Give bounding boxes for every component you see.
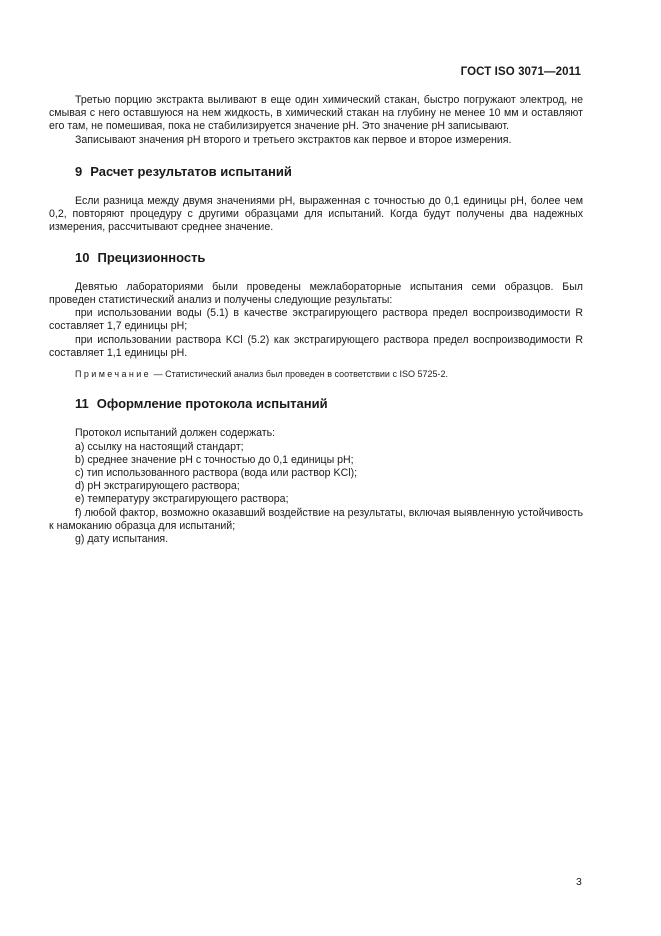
section-11-heading [75,397,583,410]
list-item-g: g) дату испытания. [75,533,169,546]
page-number: 3 [576,876,582,888]
list-item-f: f) любой фактор, возможно оказавший воздействие на результаты, включая выявленную устойчивость к намоканию образца для испытаний; [49,506,583,532]
section-10-p3-text: при использовании раствора KCl (5.2) как экстрагирующего раствора предел воспроизводимости R составляет 1,1 единицы pH. [49,333,583,359]
list-item [75,480,583,493]
section-11-intro-text: Протокол испытаний должен содержать: [75,427,276,440]
list-item [49,507,583,533]
section-10-paragraph-2 [49,307,583,333]
intro-paragraph-2 [75,134,583,147]
section-9-paragraph [49,195,583,235]
section-10-note [75,368,583,381]
intro-paragraph-1 [49,94,583,134]
document-body [49,94,583,546]
section-10-paragraph-3 [49,334,583,360]
section-10-p1-text: Девятью лабораториями были проведены межлабораторные испытания семи образцов. Был проведен статистический анализ и получены следующие результаты: [49,280,583,307]
list-item [75,533,583,546]
document-header-id: ГОСТ ISO 3071—2011 [460,66,581,78]
section-9-p1-text: Если разница между двумя значениями pH, выраженная с точностью до 0,1 единицы pH, более чем 0,2, повторяют процедуру с другими образцами для испытаний. Когда будут получены два надежных измерения, рассчитывают среднее значение. [49,195,583,234]
section-10-paragraph-1 [49,281,583,307]
intro-p1-text: Третью порцию экстракта выливают в еще один химический стакан, быстро погружают электрод, не смывая с него оставшуюся на нем жидкость, в химический стакан на глубину не менее 10 мм и оставляют его там, не помешивая, пока не стабилизируется значение pH. Это значение pH записывают. [49,94,583,133]
section-9-heading [75,165,583,178]
section-10-heading [75,251,583,264]
list-item-a: a) ссылку на настоящий стандарт; [75,440,244,453]
section-10-title: Прецизионность [97,249,206,265]
list-item [75,441,583,454]
section-11-title: Оформление протокола испытаний [96,396,328,412]
list-item [75,467,583,480]
list-item-e: e) температуру экстрагирующего раствора; [75,493,289,506]
list-item-d: d) pH экстрагирующего раствора; [75,480,240,493]
intro-p2-text: Записывают значения pH второго и третьего экстрактов как первое и второе измерения. [75,133,512,146]
list-item [75,454,583,467]
section-11-intro [75,427,583,440]
section-9-number: 9 [75,163,83,179]
section-9-title: Расчет результатов испытаний [90,163,292,179]
note-text: — Статистический анализ был проведен в соответствии с ISO 5725-2. [151,369,448,380]
section-10-number: 10 [75,249,90,265]
list-item-c: c) тип использованного раствора (вода или раствор KCl); [75,467,358,480]
list-item [75,493,583,506]
section-11-number: 11 [75,396,89,412]
section-10-p2-text: при использовании воды (5.1) в качестве экстрагирующего раствора предел воспроизводимости R составляет 1,7 единицы pH; [49,307,583,333]
note-label: Примечание [75,369,152,380]
list-item-b: b) среднее значение pH с точностью до 0,1 единицы pH; [75,453,354,466]
